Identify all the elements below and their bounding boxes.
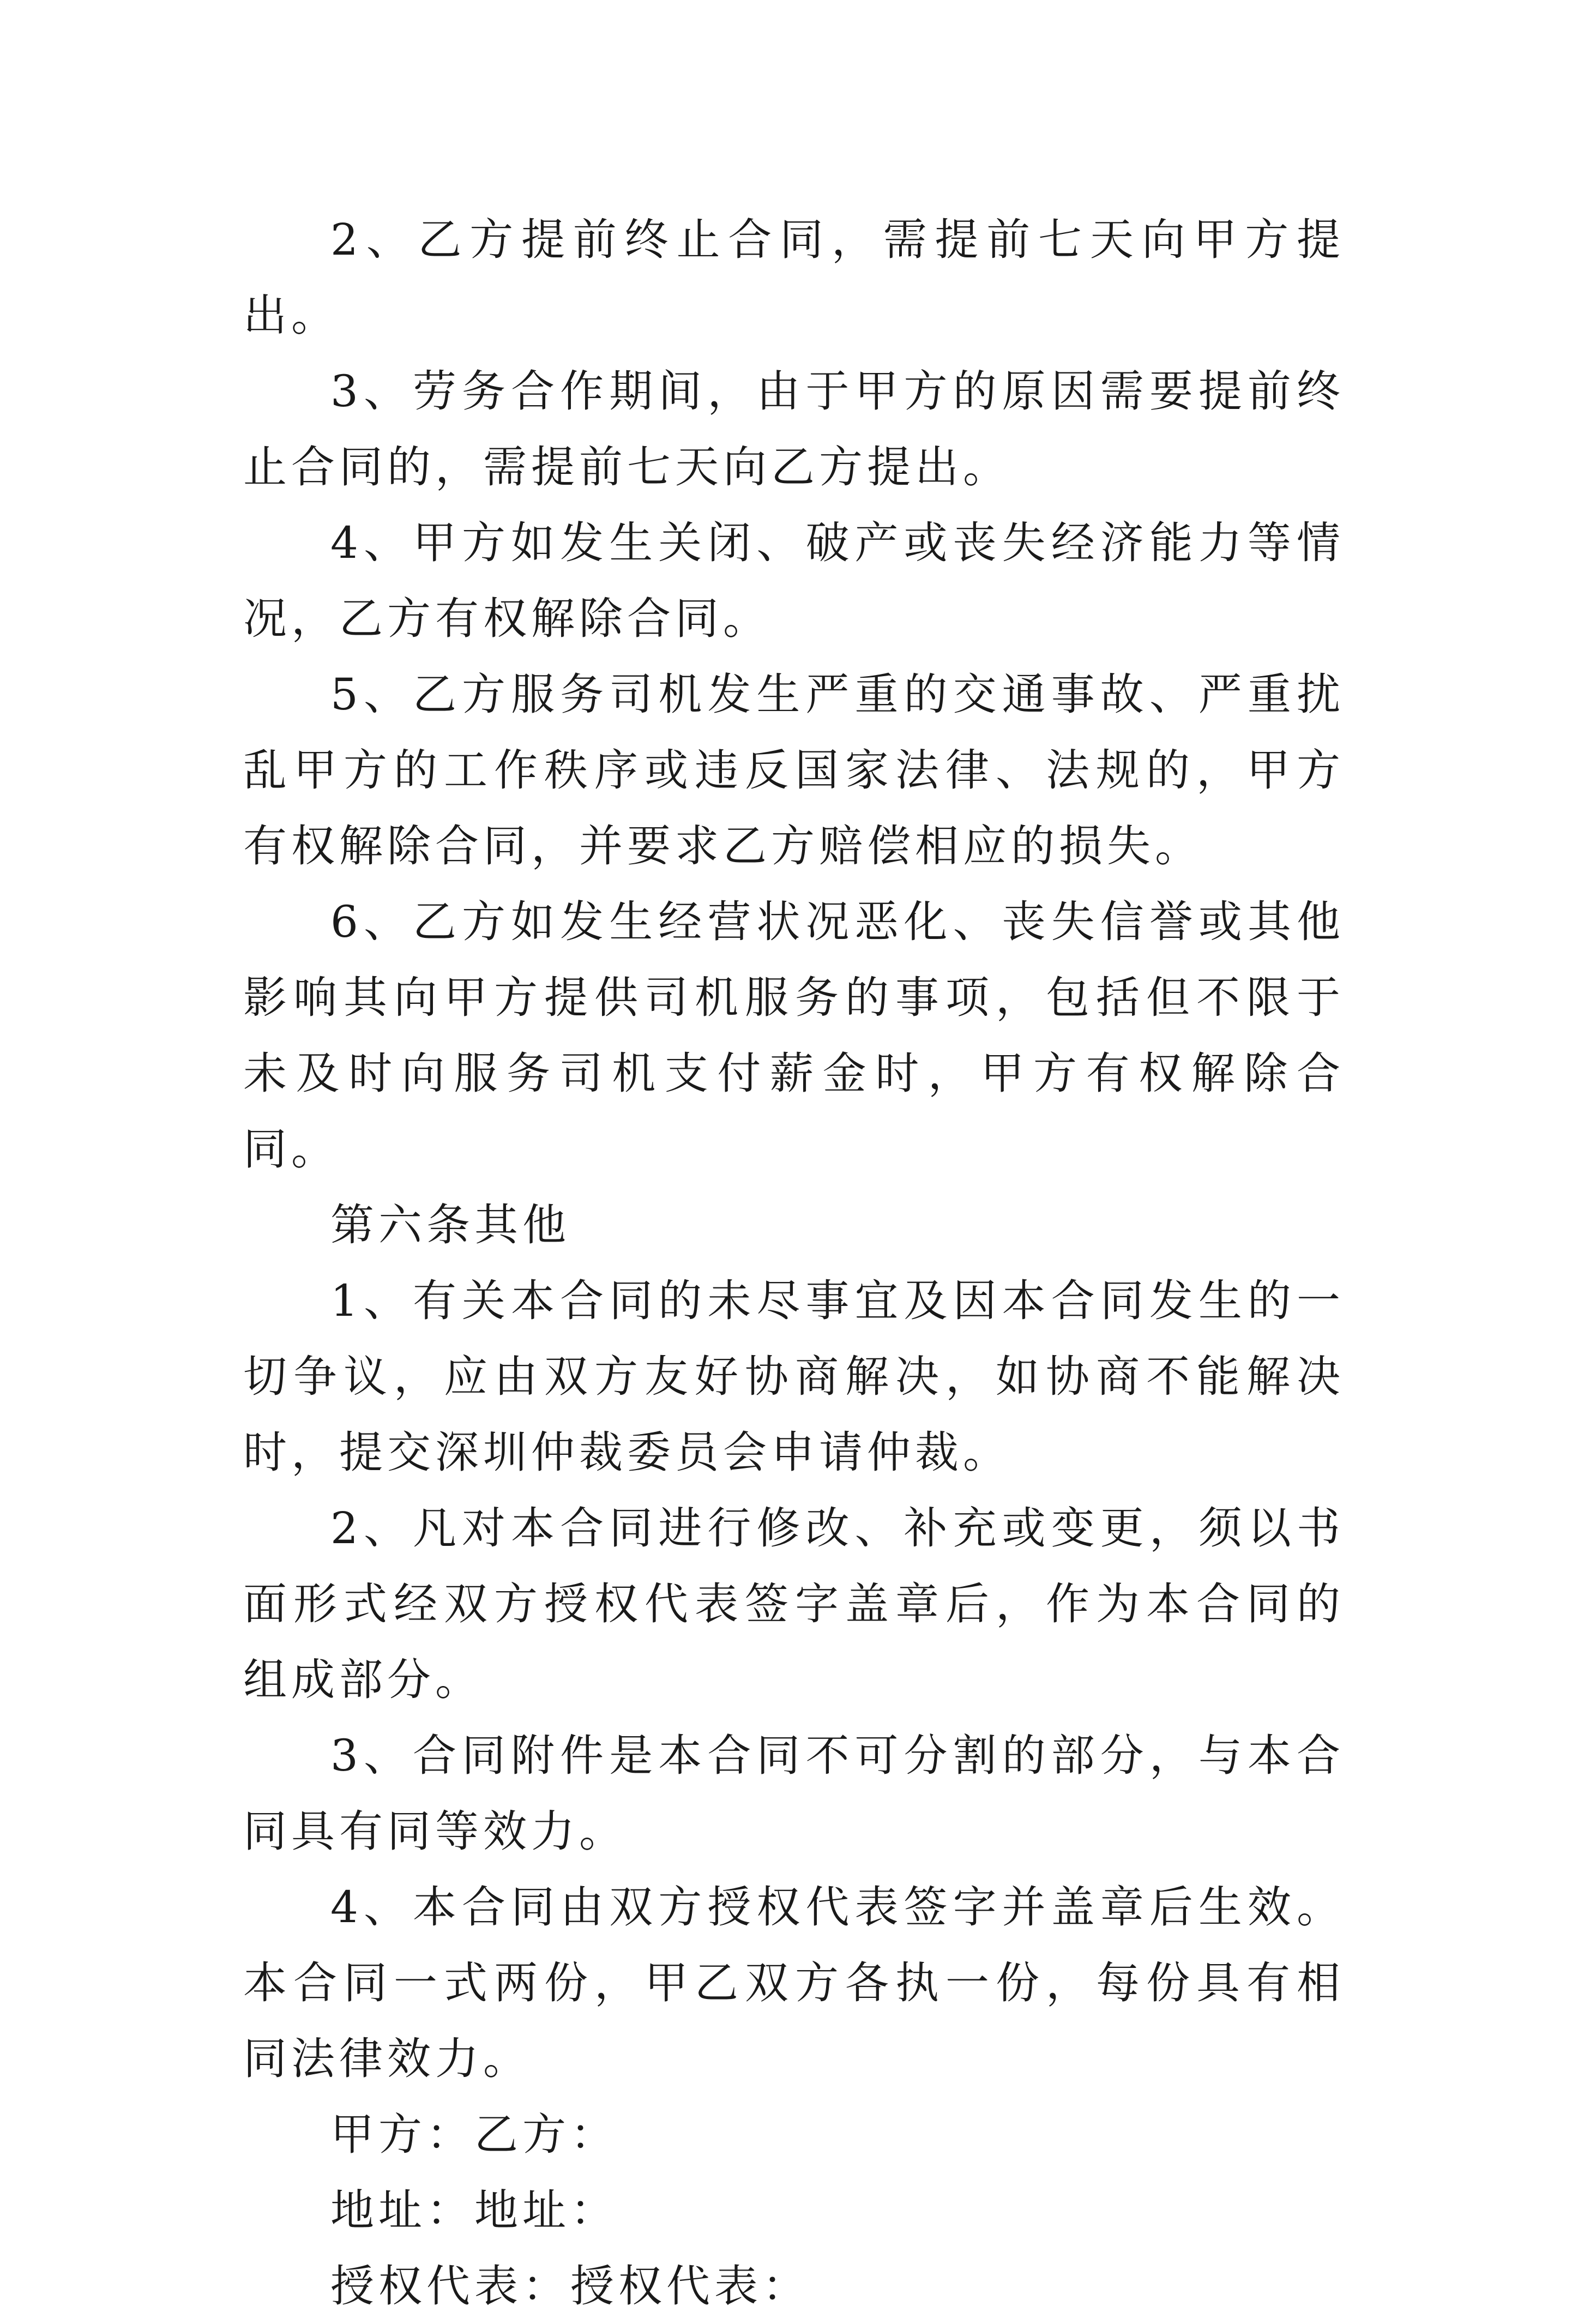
- article-6-item-2-amendments: 2、凡对本合同进行修改、补充或变更，须以书面形式经双方授权代表签字盖章后，作为本合同的组成部分。: [243, 1503, 1345, 1705]
- signature-parties-line: 甲方：乙方：: [330, 2109, 618, 2160]
- article-6-item-4-effectiveness: 4、本合同由双方授权代表签字并盖章后生效。本合同一式两份，甲乙双方各执一份，每份具有相同法律效力。: [243, 1882, 1345, 2084]
- article-6-item-1-disputes: 1、有关本合同的未尽事宜及因本合同发生的一切争议，应由双方友好协商解决，如协商不能解决时，提交深圳仲裁委员会申请仲裁。: [243, 1275, 1345, 1478]
- clause-2-early-termination-by-party-b: 2、乙方提前终止合同，需提前七天向甲方提出。: [243, 214, 1345, 341]
- article-6-heading: 第六条其他: [330, 1200, 570, 1250]
- clause-5-driver-violations: 5、乙方服务司机发生严重的交通事故、严重扰乱甲方的工作秩序或违反国家法律、法规的，甲方有权解除合同，并要求乙方赔偿相应的损失。: [243, 669, 1345, 871]
- article-6-item-3-attachments: 3、合同附件是本合同不可分割的部分，与本合同具有同等效力。: [243, 1730, 1345, 1857]
- signature-address-line: 地址：地址：: [330, 2185, 618, 2236]
- signature-representative-line: 授权代表：授权代表：: [330, 2261, 810, 2311]
- clause-6-party-b-business-deterioration: 6、乙方如发生经营状况恶化、丧失信誉或其他影响其向甲方提供司机服务的事项，包括但不限于未及时向服务司机支付薪金时，甲方有权解除合同。: [243, 896, 1345, 1175]
- document-page: [243, 202, 1345, 2324]
- clause-4-party-a-bankruptcy: 4、甲方如发生关闭、破产或丧失经济能力等情况，乙方有权解除合同。: [243, 517, 1345, 644]
- clause-3-early-termination-by-party-a: 3、劳务合作期间，由于甲方的原因需要提前终止合同的，需提前七天向乙方提出。: [243, 366, 1345, 492]
